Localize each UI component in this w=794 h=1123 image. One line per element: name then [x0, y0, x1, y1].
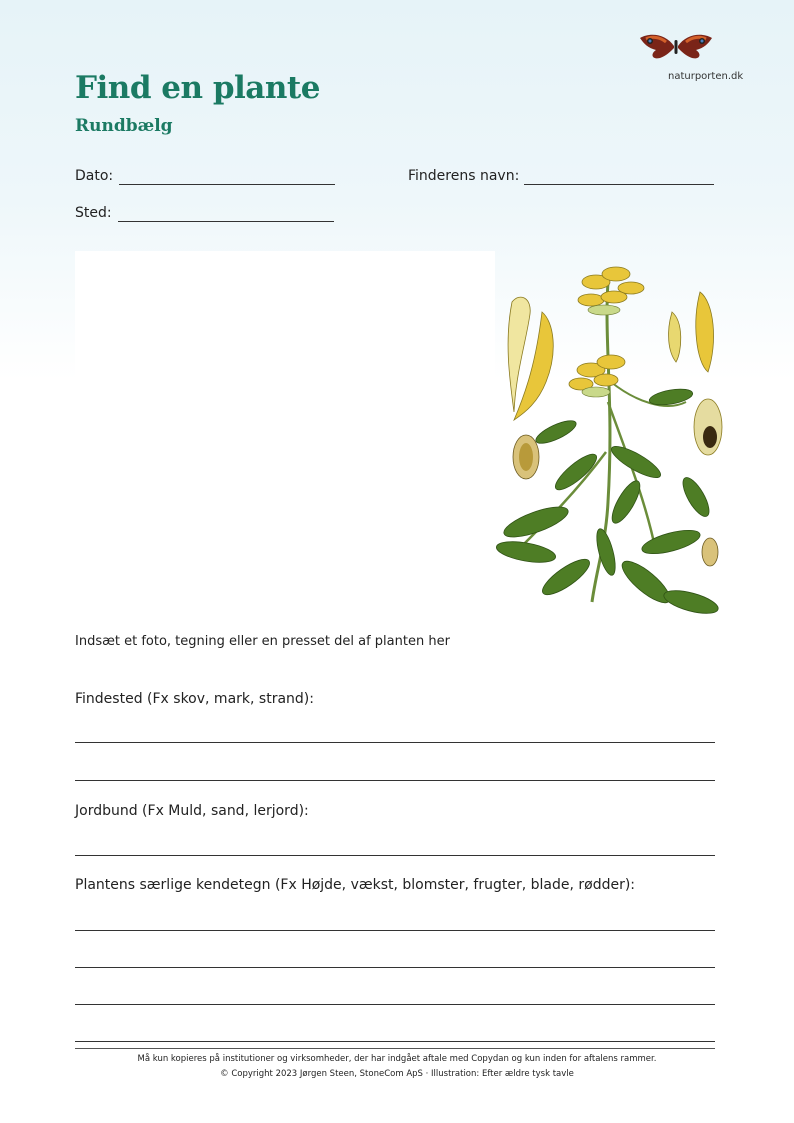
habitat-line-1[interactable]: [75, 742, 715, 743]
finder-name-field[interactable]: [524, 184, 714, 185]
date-label: Dato:: [75, 168, 114, 184]
butterfly-logo: [636, 28, 716, 64]
place-label: Sted:: [75, 205, 112, 221]
footer-divider: [75, 1048, 715, 1049]
date-field[interactable]: [119, 184, 335, 185]
plant-icon: [496, 267, 722, 618]
features-line-3[interactable]: [75, 1004, 715, 1005]
features-line-4[interactable]: [75, 1041, 715, 1042]
plant-illustration: [496, 252, 730, 632]
footer-copyright: © Copyright 2023 Jørgen Steen, StoneCom ApS · Illustration: Efter ældre tysk tavle: [220, 1069, 574, 1079]
butterfly-icon: [640, 35, 712, 59]
plant-name: Rundbælg: [75, 116, 173, 136]
finder-label: Finderens navn:: [408, 168, 520, 184]
soil-label: Jordbund (Fx Muld, sand, lerjord):: [75, 803, 309, 819]
habitat-line-2[interactable]: [75, 780, 715, 781]
habitat-label: Findested (Fx skov, mark, strand):: [75, 691, 314, 707]
page-title: Find en plante: [75, 70, 320, 106]
features-line-2[interactable]: [75, 967, 715, 968]
photo-caption: Indsæt et foto, tegning eller en presset del af planten her: [75, 634, 450, 649]
soil-line-1[interactable]: [75, 855, 715, 856]
site-name[interactable]: naturporten.dk: [668, 71, 744, 82]
footer-license: Må kun kopieres på institutioner og virksomheder, der har indgået aftale med Copydan og kun inden for aftalens rammer.: [137, 1054, 657, 1064]
features-line-1[interactable]: [75, 930, 715, 931]
place-field[interactable]: [118, 221, 334, 222]
features-label: Plantens særlige kendetegn (Fx Højde, vækst, blomster, frugter, blade, rødder):: [75, 877, 636, 893]
photo-drop-area[interactable]: [75, 251, 495, 623]
